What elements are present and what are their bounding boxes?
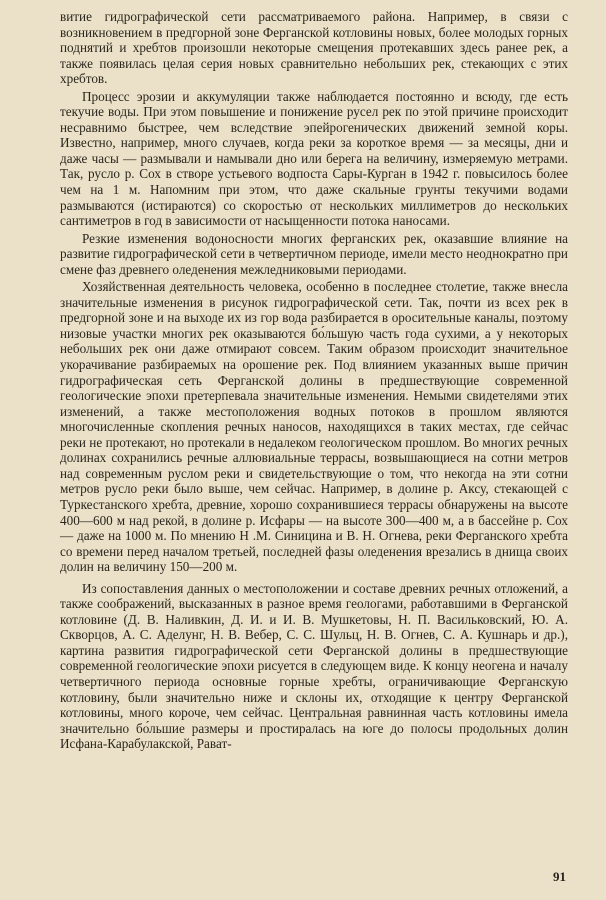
paragraph-continuation: витие гидрографической сети рассматриваемого района. Например, в связи с возникновением в предгорной зоне Ферганской котловины новых, более молодых горных поднятий и хребтов произошли некоторые смещения протекавших здесь ранее рек, а также появилась целая серия новых сравнительно небольших рек, стекающих с этих хребтов.	[60, 9, 568, 87]
paragraph-erosion: Процесс эрозии и аккумуляции также наблюдается постоянно и всюду, где есть текучие воды. При этом повышение и понижение русел рек по этой причине происходит несравнимо быстрее, чем вследствие эпейрогенических движений земной коры. Известно, например, много случаев, когда реки за короткое время — за месяцы, дни и даже часы — размывали и намывали дно или берега на величину, измеряемую метрами. Так, русло р. Сох в створе устьевого водпоста Сары-Курган в 1942 г. повысилось более чем на 1 м. Напомним при этом, что даже скальные грунты текучими водами размываются (истираются) со скоростью от нескольких миллиметров до нескольких сантиметров в год в зависимости от насыщенности потока наносами.	[60, 88, 568, 229]
paragraph-human-activity: Хозяйственная деятельность человека, особенно в последнее столетие, также внесла значительные изменения в рисунок гидрографической сети. Так, почти из всех рек в предгорной зоне и на выходе их из гор вода разбирается в оросительные каналы, поэтому низовые участки многих рек оказываются бо́льшую часть года сухими, а у некоторых небольших рек они даже отмирают совсем. Таким образом происходит значительное укорачивание разбираемых на орошение рек. Под влиянием указанных выше причин гидрографическая сеть Ферганской долины в предшествующие современной геологические эпохи претерпевала значительные изменения. Немыми свидетелями этих изменений, а также местоположения водных потоков в прошлом являются многочисленные скопления речных наносов, находящихся в таких местах, где сейчас реки не протекают, но протекали в недалеком геологическом прошлом. Во многих речных долинах сохранились речные аллювиальные террасы, возвышающиеся на сотни метров над современным руслом реки и свидетельствующие о том, что некогда на эти сотни метров русло реки было выше, чем сейчас. Например, в долине р. Аксу, стекающей с Туркестанского хребта, древние, хорошо сохранившиеся террасы обнаружены на высоте 400—600 м над рекой, в долине р. Исфары — на высоте 300—400 м, а в бассейне р. Сох — даже на 1000 м. По мнению Н .М. Синицина и В. Н. Огнева, реки Ферганского хребта со времени перед началом третьей, последней фазы оледенения врезались в днища своих долин на величину 150—200 м.	[60, 279, 568, 575]
page-number: 91	[553, 869, 566, 884]
paragraph-reconstruction: Из сопоставления данных о местоположении и составе древних речных отложений, а также соображений, высказанных в разное время геологами, работавшими в Ферганской котловине (Д. В. Наливкин, Д. И. и И. В. Мушкетовы, Н. П. Васильковский, Ю. А. Скворцов, А. С. Аделунг, Н. В. Вебер, С. С. Шульц, Н. В. Огнев, С. А. Кушнарь и др.), картина развития гидрографической сети Ферганской долины в предшествующие современной геологические эпохи рисуется в следующем виде. К концу неогена и началу четвертичного периода основные горные хребты, ограничивающие Ферганскую котловину, были значительно ниже и склоны их, отходящие к центру Ферганской котловины, много короче, чем сейчас. Центральная равнинная часть котловины имела значительно бо́льшие размеры и простиралась на юге до полосы продольных долин Исфана-Карабулакской, Рават-	[60, 580, 568, 752]
paragraph-water-changes: Резкие изменения водоносности многих ферганских рек, оказавшие влияние на развитие гидрографической сети в четвертичном периоде, имели место неоднократно при смене фаз древнего оледенения межледниковыми периодами.	[60, 230, 568, 277]
